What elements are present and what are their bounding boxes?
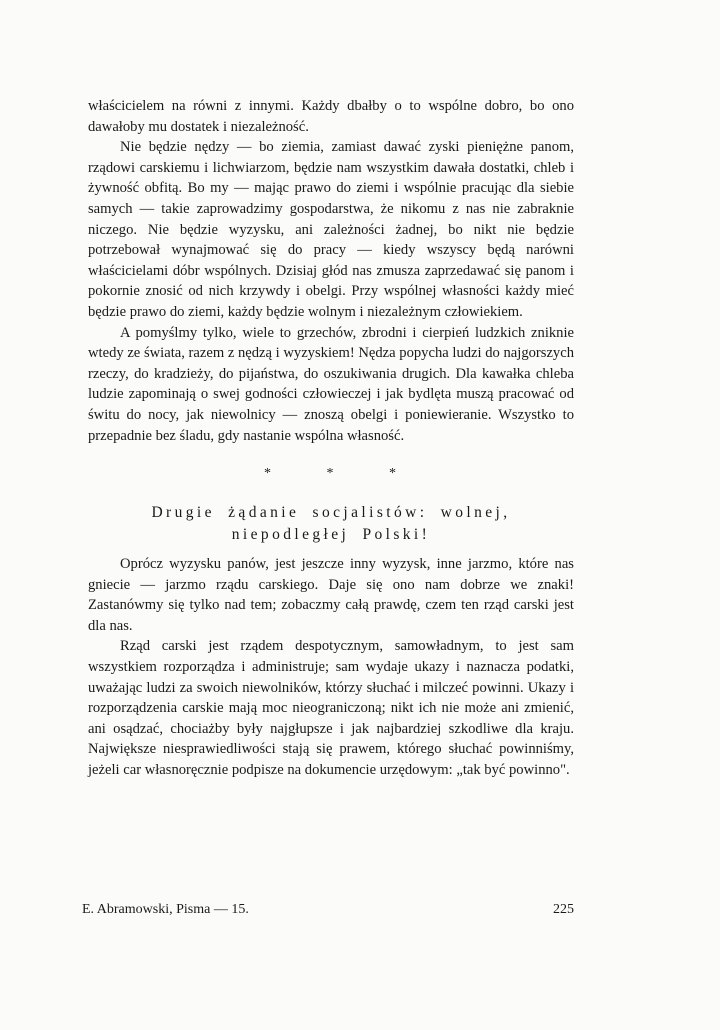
paragraph: A pomyślmy tylko, wiele to grzechów, zbrodni i cierpień ludzkich zniknie wtedy ze świata, razem z nędzą i wyzyskiem! Nędza popycha ludzi do najgorszych rzeczy, do kradzieży, do pijaństwa, do oszukiwania drugich. Dla kawałka chleba ludzie zapominają o swej godności człowieczej i jak bydlęta muszą pracować od świtu do nocy, jak niewolnicy — znoszą obelgi i poniewieranie. Wszystko to przepadnie bez śladu, gdy nastanie wspólna własność.: [88, 324, 574, 444]
page-number: 225: [553, 902, 574, 917]
section-separator: * * *: [264, 466, 422, 482]
paragraph: Oprócz wyzysku panów, jest jeszcze inny wyzysk, inne jarzmo, które nas gniecie — jarzmo rządu carskiego. Daje się ono nam dobrze we znaki! Zastanówmy się tylko nad tem; zobaczmy całą prawdę, czem ten rząd carski jest dla nas.: [88, 556, 574, 634]
body-text: [88, 96, 574, 781]
paragraph: Nie będzie nędzy — bo ziemia, zamiast dawać zyski pieniężne panom, rządowi carskiemu i lichwiarzom, będzie nam wszystkim dawała dostatki, chleb i żywność obfitą. Bo my — mając prawo do ziemi i wspólnie pracując dla siebie samych — takie zaprowadzimy gospodarstwa, że nikomu z nas nie zabraknie niczego. Nie będzie wyzysku, ani zależności żadnej, bo nikt nie będzie potrzebował wynajmować się do pracy — kiedy wszyscy będą narówni właścicielami dóbr wspólnych. Dzisiaj głód nas zmusza zaprzedawać się panom i pokornie znosić od nich krzywdy i obelgi. Przy wspólnej własności każdy mieć będzie prawo do ziemi, każdy będzie wolnym i niezależnym człowiekiem.: [88, 139, 574, 320]
footer-source: E. Abramowski, Pisma — 15.: [82, 902, 249, 917]
paragraph: właścicielem na równi z innymi. Każdy dbałby o to wspólne dobro, bo ono dawałoby mu dostatek i niezależność.: [88, 98, 574, 135]
paragraph: Rząd carski jest rządem despotycznym, samowładnym, to jest sam wszystkiem rozporządza i administruje; sam wydaje ukazy i naznacza podatki, uważając ludzi za swoich niewolników, którzy słuchać i milczeć powinni. Ukazy i rozporządzenia carskie mają moc nieograniczoną; nikt ich nie może ani zmienić, ani osądzać, chociażby były najgłupsze i jak najbardziej szkodliwe dla kraju. Największe niesprawiedliwości stają się prawem, którego słuchać powinniśmy, jeżeli car własnoręcznie podpisze na dokumencie urzędowym: „tak być powinno".: [88, 638, 574, 779]
page-footer: [82, 900, 574, 920]
section-heading: Drugie żądanie socjalistów: wolnej, niepodległej Polski!: [151, 504, 511, 544]
